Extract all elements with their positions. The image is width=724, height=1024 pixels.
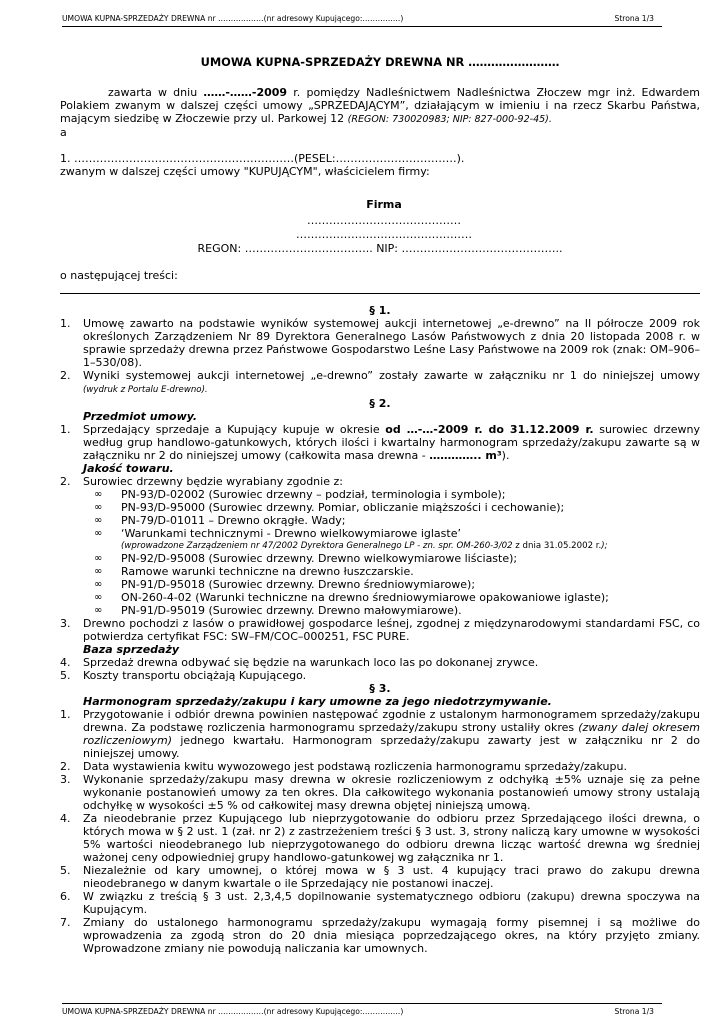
s3-item-2 bbox=[60, 760, 700, 773]
s1-item-1-number: 1. bbox=[60, 317, 71, 330]
s3-item-5-number: 5. bbox=[60, 864, 71, 877]
standard-item bbox=[60, 604, 700, 617]
standard-item bbox=[60, 565, 700, 578]
s3-item-1-text-c: jednego kwartału. Harmonogram sprzedaży/zakupu zawarty jest w załączniku nr 2 do niniejszej umowy. bbox=[83, 734, 700, 760]
s1-item-2-note: (wydruk z Portalu E-drewno). bbox=[83, 385, 208, 395]
s3-item-2-number: 2. bbox=[60, 760, 71, 773]
divider bbox=[60, 293, 700, 294]
s3-item-3-text: Wykonanie sprzedaży/zakupu masy drewna w okresie rozliczeniowym z odchyłką ±5% uznaje się za pełne wykonanie postanowień umowy za ten okres. Dla całkowitego wykonania postanowień umowy strony ustalają odchyłkę w wysokości ±5 % od całkowitej masy drewna objętej niniejszą umową. bbox=[83, 773, 700, 812]
section-1-heading: § 1. bbox=[369, 304, 391, 317]
section-3-heading: § 3. bbox=[369, 682, 391, 695]
s2-item-3-text: Drewno pochodzi z lasów o prawidłowej gospodarce leśnej, zgodnej z międzynarodowymi standardami FSC, co potwierdza certyfikat FSC: SW–FM/COC–000251, FSC PURE. bbox=[83, 617, 700, 643]
bullet-icon: ∞ bbox=[94, 515, 103, 526]
s3-item-1 bbox=[60, 708, 700, 760]
bullet-icon: ∞ bbox=[94, 553, 103, 564]
header-left: UMOWA KUPNA-SPRZEDAŻY DREWNA nr ………………(nr adresowy Kupującego:……………) bbox=[62, 14, 404, 23]
s2-item-3-number: 3. bbox=[60, 617, 71, 630]
bullet-icon: ∞ bbox=[94, 566, 103, 577]
s3-item-1-number: 1. bbox=[60, 708, 71, 721]
s2-jakosc-heading: Jakość towaru. bbox=[83, 462, 174, 475]
s2-item-2-number: 2. bbox=[60, 475, 71, 488]
s3-item-3-number: 3. bbox=[60, 773, 71, 786]
note-text-a: (wprowadzone Zarządzeniem nr 47/2002 Dyrektora Generalnego LP - zn. spr. OM-260-3/02 bbox=[121, 541, 513, 551]
standard-text: PN-79/D-01011 – Drewno okrągłe. Wady; bbox=[121, 514, 346, 527]
s2-item-1-text-e: ). bbox=[501, 449, 510, 462]
standard-item bbox=[60, 514, 700, 527]
s3-item-6-text: W związku z treścią § 3 ust. 2,3,4,5 dopilnowanie systematycznego odbioru (zakupu) drewna spoczywa na Kupującym. bbox=[83, 890, 700, 916]
s3-item-7-number: 7. bbox=[60, 916, 71, 929]
s2-item-4 bbox=[60, 656, 700, 669]
standard-item bbox=[60, 591, 700, 604]
s3-item-1-text-b: (zwany dalej okresem rozliczeniowym) bbox=[83, 721, 701, 747]
s2-item-1-text-c: surowiec drzewny według grup handlowo-gatunkowych, których ilości i kwartalny harmonogram sprzedaży/zakupu zawarte są w załączniku nr 2 do niniejszej umowy (całkowita masa drewna - bbox=[83, 423, 701, 462]
s2-item-5 bbox=[60, 669, 700, 682]
bullet-icon: ∞ bbox=[94, 592, 103, 603]
s1-item-2-number: 2. bbox=[60, 369, 71, 382]
s3-item-7-text: Zmiany do ustalonego harmonogramu sprzedaży/zakupu wymagają formy pisemnej i są możliwe do wprowadzenia za zgodą stron do 20 dnia miesiąca poprzedzającego okres, na który przyjęto zmiany. Wprowadzone zmiany nie powodują naliczania kar umownych. bbox=[83, 916, 700, 955]
standard-item bbox=[60, 578, 700, 591]
document-title: UMOWA KUPNA-SPRZEDAŻY DREWNA NR …………………… bbox=[200, 55, 560, 69]
s2-item-2-text: Surowiec drzewny będzie wyrabiany zgodnie z: bbox=[83, 475, 343, 488]
s3-item-1-text-a: Przygotowanie i odbiór drewna powinien następować zgodnie z ustalonym harmonogramem sprzedaży/zakupu drewna. Za podstawę rozliczenia harmonogramu sprzedaży/zakupu strony ustaliły okres bbox=[83, 708, 700, 734]
s2-item-2 bbox=[60, 475, 700, 488]
buyer-line: 1. ……………………………………………………(PESEL:……………………………). bbox=[60, 152, 465, 165]
s1-item-2-text: Wyniki systemowej aukcji internetowej „e-drewno” zostały zawarte w załączniku nr 1 do niniejszej umowy bbox=[83, 369, 700, 382]
bullet-icon: ∞ bbox=[94, 579, 103, 590]
standard-text: PN-91/D-95019 (Surowiec drzewny. Drewno małowymiarowe). bbox=[121, 604, 462, 617]
page-footer bbox=[62, 1003, 662, 1017]
s3-subheading: Harmonogram sprzedaży/zakupu i kary umowne za jego niedotrzymywanie. bbox=[83, 695, 552, 708]
firma-dots-1: …………………………………… bbox=[307, 214, 461, 227]
standard-text: PN-91/D-95018 (Surowiec drzewny. Drewno średniowymiarowe); bbox=[121, 578, 476, 591]
bullet-icon: ∞ bbox=[94, 528, 103, 539]
note-date: z dnia 31.05.2002 r. bbox=[512, 541, 602, 551]
intro-text-2: r. pomiędzy Nadleśnictwem Nadleśnictwa Złoczew mgr inż. Edwardem Polakiem zwanym w dalszej części umowy „SPRZEDAJĄCYM”, działającym w imieniu i na rzecz Skarbu Państwa, mającym siedzibę w Złoczewie przy ul. Parkowej 12 bbox=[60, 86, 701, 125]
s3-item-6-number: 6. bbox=[60, 890, 71, 903]
buyer-desc: zwanym w dalszej części umowy "KUPUJĄCYM", właścicielem firmy: bbox=[60, 165, 430, 178]
standard-text: ON-260-4-02 (Warunki techniczne na drewno średniowymiarowe opakowaniowe iglaste); bbox=[121, 591, 609, 604]
firma-regon-nip: REGON: …………………………….. NIP: …………………………………….. bbox=[197, 242, 563, 255]
standard-item bbox=[60, 488, 700, 501]
s2-item-3 bbox=[60, 617, 700, 643]
s2-item-4-number: 4. bbox=[60, 656, 71, 669]
bullet-icon: ∞ bbox=[94, 502, 103, 513]
standard-text: ‘Warunkami technicznymi - Drewno wielkowymiarowe iglaste’ bbox=[121, 527, 461, 540]
s1-item-1-text: Umowę zawarto na podstawie wyników systemowej aukcji internetowej „e-drewno” na II półrocze 2009 rok określonych Zarządzeniem Nr 89 Dyrektora Generalnego Lasów Państwowych z dnia 20 listopada 2008 r. w sprawie sprzedaży drewna przez Państwowe Gospodarstwo Leśne Lasy Państwowe na 2009 rok (znak: OM–906–1–530/08). bbox=[83, 317, 700, 369]
firma-label: Firma bbox=[366, 198, 402, 211]
s2-item-1-period: od …-…-2009 r. do 31.12.2009 r. bbox=[385, 423, 594, 436]
standard-item bbox=[60, 527, 700, 540]
bullet-icon: ∞ bbox=[94, 605, 103, 616]
s1-item-1 bbox=[60, 317, 700, 369]
intro-text-1: zawarta w dniu bbox=[108, 86, 204, 99]
standard-text: PN-93/D-95000 (Surowiec drzewny. Pomiar, obliczanie miąższości i cechowanie); bbox=[121, 501, 565, 514]
footer-left: UMOWA KUPNA-SPRZEDAŻY DREWNA nr ………………(nr adresowy Kupującego:……………) bbox=[62, 1007, 404, 1016]
s2-item-5-text: Koszty transportu obciążają Kupującego. bbox=[83, 669, 307, 682]
s3-item-2-text: Data wystawienia kwitu wywozowego jest podstawą rozliczenia harmonogramu sprzedaży/zakupu. bbox=[83, 760, 627, 773]
standard-note bbox=[60, 540, 700, 552]
s3-item-5-text: Niezależnie od kary umownej, o której mowa w § 3 ust. 4 kupujący traci prawo do zakupu drewna nieodebranego w danym kwartale o ile Sprzedający nie postanowi inaczej. bbox=[83, 864, 700, 890]
s3-item-4 bbox=[60, 812, 700, 864]
standard-text: PN-93/D-02002 (Surowiec drzewny – podział, terminologia i symbole); bbox=[121, 488, 506, 501]
s3-item-3 bbox=[60, 773, 700, 812]
s2-baza-heading: Baza sprzedaży bbox=[83, 643, 180, 656]
o-nastepujacej-tresci: o następującej treści: bbox=[60, 269, 178, 282]
note-text-c: ); bbox=[601, 541, 608, 551]
s3-item-5 bbox=[60, 864, 700, 890]
firma-dots-2: ………………………………………… bbox=[296, 228, 472, 241]
document-body bbox=[60, 56, 700, 955]
s2-item-1-text-a: Sprzedający sprzedaje a Kupujący kupuje w okresie bbox=[83, 423, 386, 436]
bullet-icon: ∞ bbox=[94, 489, 103, 500]
intro-date: ……-……-2009 bbox=[203, 86, 288, 99]
intro-paragraph bbox=[60, 86, 700, 126]
standard-item bbox=[60, 501, 700, 514]
s2-item-1-number: 1. bbox=[60, 423, 71, 436]
s3-item-7 bbox=[60, 916, 700, 955]
s1-item-2 bbox=[60, 369, 700, 397]
s3-item-6 bbox=[60, 890, 700, 916]
s3-item-4-text: Za nieodebranie przez Kupującego lub nieprzygotowanie do odbioru przez Sprzedającego ilości drewna, o których mowa w § 2 ust. 1 (zał. nr 2) z zastrzeżeniem treści § 3 ust. 3, strony naliczą kary umowne w wysokości 5% wartości nieodebranego lub nieprzygotowanego do odbioru drewna licząc wartość drewna wg średniej ważonej ceny odpowiedniej grupy handlowo-gatunkowej wg załącznika nr 1. bbox=[83, 812, 700, 864]
standard-text: Ramowe warunki techniczne na drewno łuszczarskie. bbox=[121, 565, 414, 578]
footer-page-number: Strona 1/3 bbox=[614, 1007, 654, 1016]
intro-a: a bbox=[60, 126, 67, 139]
s2-item-1 bbox=[60, 423, 700, 462]
page-header bbox=[62, 14, 662, 27]
header-page-number: Strona 1/3 bbox=[614, 14, 654, 23]
s2-item-5-number: 5. bbox=[60, 669, 71, 682]
standard-item bbox=[60, 552, 700, 565]
section-2-heading: § 2. bbox=[369, 397, 391, 410]
intro-regon: (REGON: 730020983; NIP: 827-000-92-45). bbox=[347, 114, 552, 125]
s3-item-4-number: 4. bbox=[60, 812, 71, 825]
standard-text: PN-92/D-95008 (Surowiec drzewny. Drewno wielkowymiarowe liściaste); bbox=[121, 552, 518, 565]
s2-item-4-text: Sprzedaż drewna odbywać się będzie na warunkach loco las po dokonanej zrywce. bbox=[83, 656, 539, 669]
s2-item-1-mass: ………….. m³ bbox=[429, 449, 502, 462]
s2-przedmiot-heading: Przedmiot umowy. bbox=[83, 410, 198, 423]
